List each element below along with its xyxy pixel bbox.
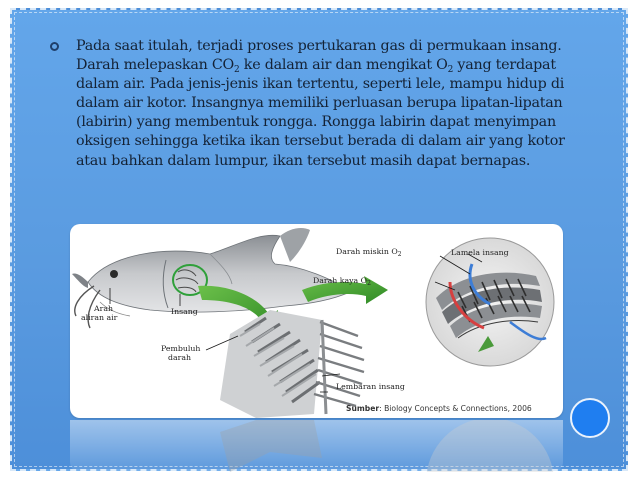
subscript: 2 [447,65,454,76]
label-lembaran-insang: Lembaran insang [336,382,405,391]
circle-bullet-icon [50,42,59,51]
label-darah-kaya [313,276,371,285]
label-pembuluh: Pembuluh [161,344,201,353]
label-text: Darah kaya O [313,276,368,285]
label-darah-miskin [336,247,402,256]
label-darah: darah [168,353,192,362]
gill-filament-stack [220,310,364,418]
figure-source [346,404,532,413]
bullet-item [50,37,580,171]
label-text: Darah miskin O [336,247,398,256]
label-lamela-insang: Lamela insang [451,248,509,257]
label-arah: Arah [94,304,114,313]
label-insang: Insang [171,307,198,316]
text-segment: ke dalam air dan mengikat O [239,57,448,74]
gill-diagram-figure [70,224,563,418]
label-aliran-air: aliran air [81,313,118,322]
subscript: 2 [367,280,371,287]
subscript: 2 [234,65,240,76]
source-text: : Biology Concepts & Connections, 2006 [379,404,532,413]
bullet-text [50,37,580,171]
gill-lamella-closeup [426,238,554,366]
text-segment: Pada saat itulah, terjadi proses pertukaran gas di permukaan insang. Darah melepaskan CO [76,38,562,74]
subscript: 2 [397,251,402,258]
source-label: Sumber [346,404,380,413]
reflection-shapes [70,420,563,472]
figure-reflection [70,420,563,472]
text-segment: yang terdapat dalam air. Pada jenis-jenis ikan tertentu, seperti lele, mampu hidup di dalam air kotor. Insangnya memiliki perluasan berupa lipatan-lipatan (labirin) yang membentuk rongga. Rongga labirin dapat menyimpan oksigen sehingga ketika ikan tersebut berada di dalam air yang kotor atau bahkan dalam lumpur, ikan tersebut masih dapat bernapas. [76,57,565,169]
accent-circle [570,398,610,438]
